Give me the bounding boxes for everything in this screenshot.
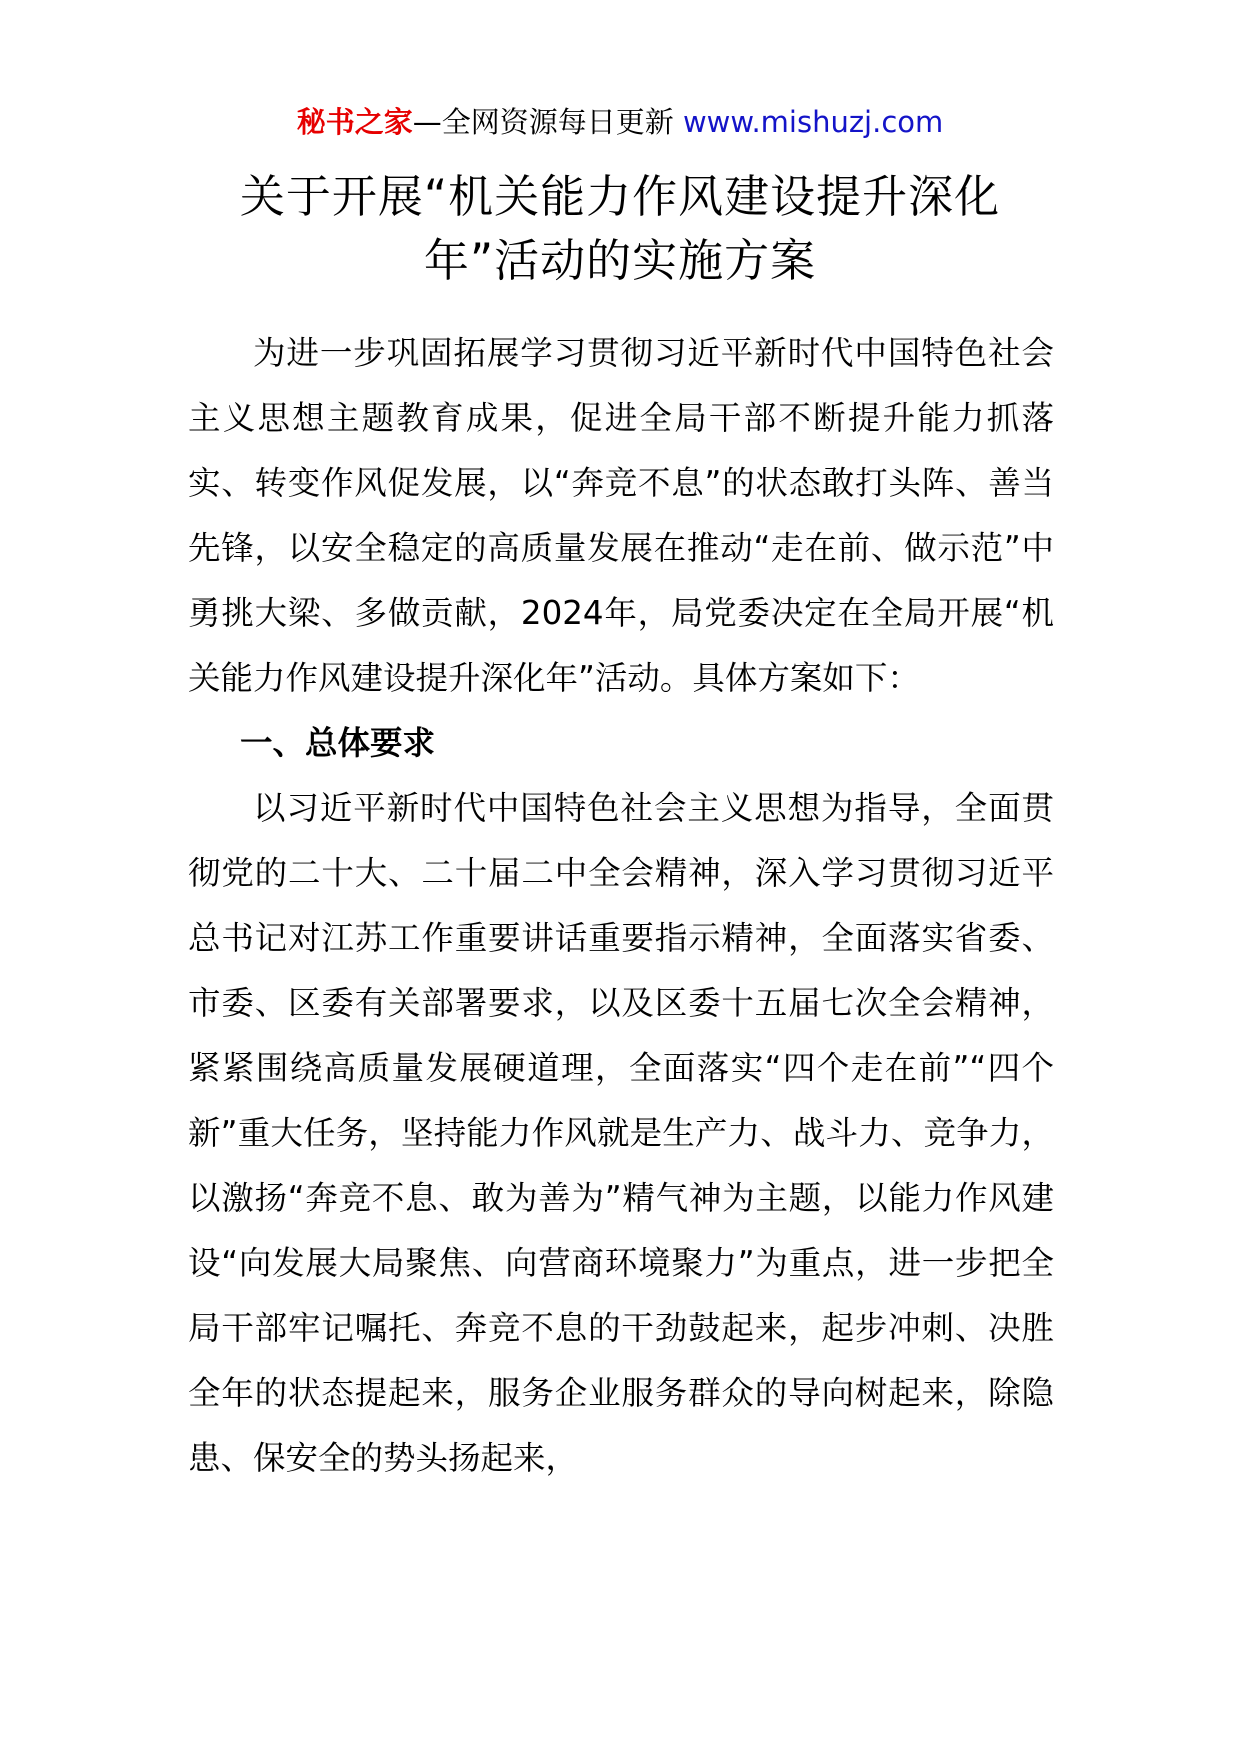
- document-body: [188, 321, 1054, 1491]
- title-line-1: 关于开展“机关能力作风建设提升深化: [239, 170, 1001, 223]
- document-title: [150, 165, 1090, 293]
- intro-paragraph: 为进一步巩固拓展学习贯彻习近平新时代中国特色社会主义思想主题教育成果，促进全局干部不断提升能力抓落实、转变作风促发展，以“奔竞不息”的状态敢打头阵、善当先锋，以安全稳定的高质量发展在推动“走在前、做示范”中勇挑大梁、多做贡献，2024年，局党委决定在全局开展“机关能力作风建设提升深化年”活动。具体方案如下：: [188, 334, 1054, 697]
- site-url-link[interactable]: www.mishuzj.com: [682, 105, 944, 139]
- title-line-2: 年”活动的实施方案: [423, 234, 817, 287]
- site-header: [0, 100, 1240, 144]
- site-brand: 秘书之家: [296, 105, 413, 139]
- site-tagline: —全网资源每日更新: [412, 105, 674, 139]
- section-heading-general-requirements: 一、总体要求: [240, 724, 436, 762]
- section-paragraph-general-requirements: 以习近平新时代中国特色社会主义思想为指导，全面贯彻党的二十大、二十届二中全会精神，深入学习贯彻习近平总书记对江苏工作重要讲话重要指示精神，全面落实省委、市委、区委有关部署要求，以及区委十五届七次全会精神，紧紧围绕高质量发展硬道理，全面落实“四个走在前”“四个新”重大任务，坚持能力作风就是生产力、战斗力、竞争力，以激扬“奔竞不息、敢为善为”精气神为主题，以能力作风建设“向发展大局聚焦、向营商环境聚力”为重点，进一步把全局干部牢记嘱托、奔竞不息的干劲鼓起来，起步冲刺、决胜全年的状态提起来，服务企业服务群众的导向树起来，除隐患、保安全的势头扬起来，: [188, 789, 1054, 1477]
